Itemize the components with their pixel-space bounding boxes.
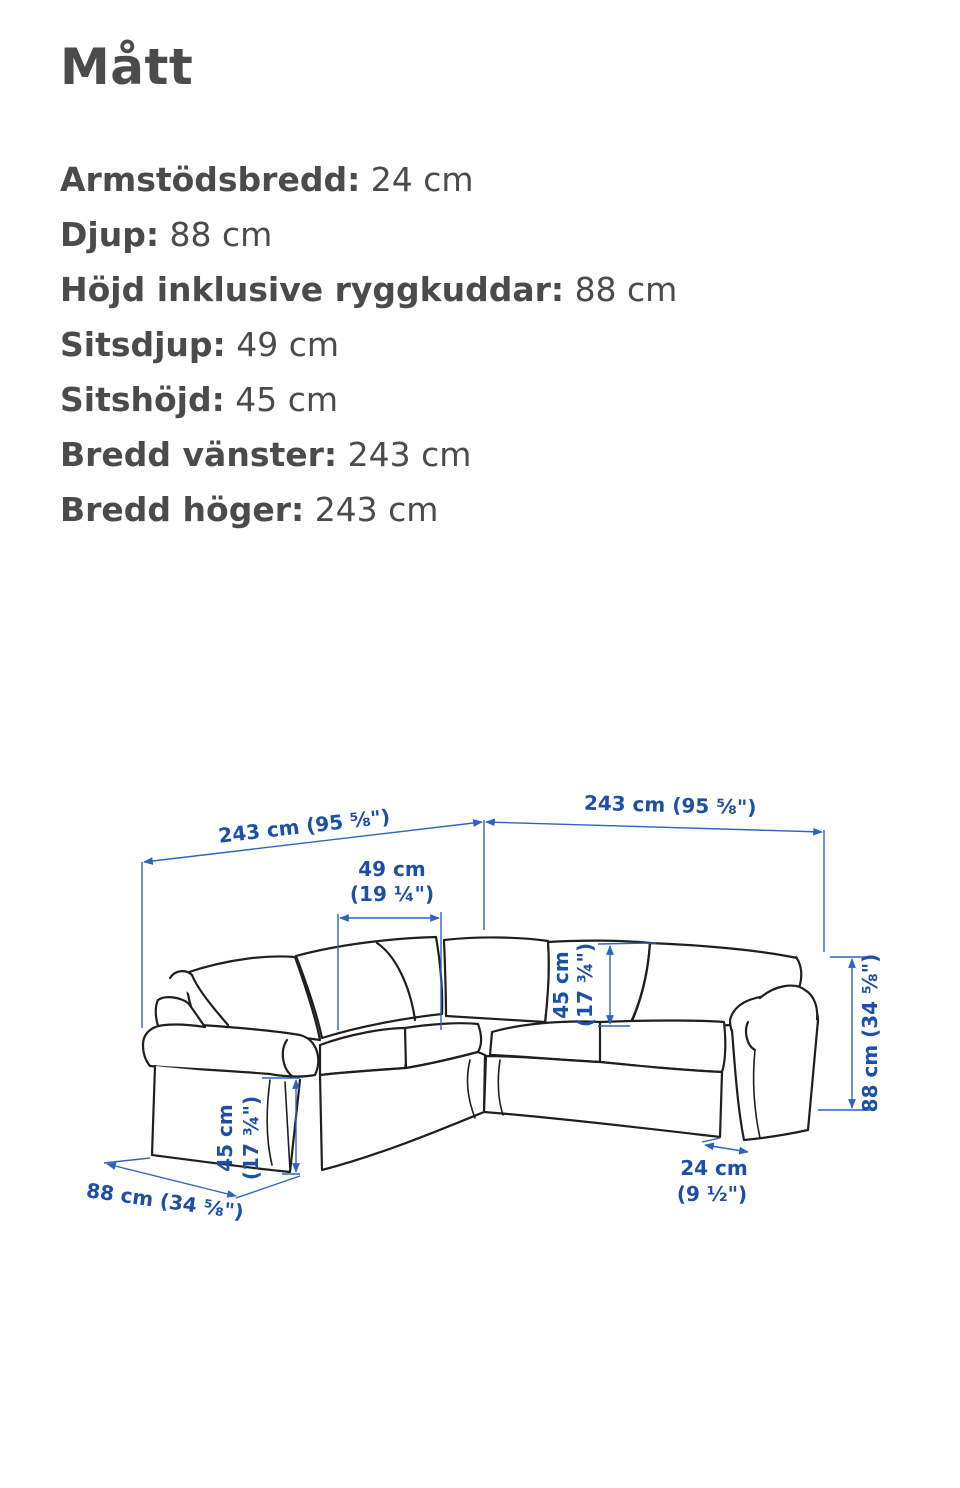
armrest-in-label: (9 ½")	[676, 1182, 748, 1206]
seat-depth-cm-label: 49 cm	[358, 857, 426, 881]
seat-height-front-in-label: (17 ¾")	[239, 1095, 263, 1181]
extension-line	[598, 943, 656, 944]
spec-value: 49 cm	[236, 325, 340, 364]
sofa-diagram-svg	[0, 760, 960, 1280]
spec-width-left	[60, 427, 677, 482]
height-label: 88 cm (34 ⅝")	[858, 953, 882, 1113]
spec-label: Sitsdjup:	[60, 325, 226, 364]
width-right-arrow	[486, 822, 822, 832]
spec-depth	[60, 207, 677, 262]
sofa-dimension-diagram	[0, 760, 960, 1280]
dimension-spec-list	[60, 152, 677, 537]
spec-label: Bredd vänster:	[60, 435, 338, 474]
extension-line	[104, 1158, 150, 1163]
spec-seat-height	[60, 372, 677, 427]
spec-label: Bredd höger:	[60, 490, 305, 529]
page-title: Mått	[60, 38, 194, 96]
spec-label: Sitshöjd:	[60, 380, 225, 419]
spec-label: Höjd inklusive ryggkuddar:	[60, 270, 565, 309]
extension-line	[702, 1138, 720, 1142]
seat-height-in-label: (17 ¾")	[573, 942, 597, 1028]
spec-label: Armstödsbredd:	[60, 160, 361, 199]
spec-value: 88 cm	[169, 215, 273, 254]
width-left-label: 243 cm (95 ⅝")	[217, 804, 392, 848]
spec-value: 243 cm	[314, 490, 439, 529]
seat-height-cm-label: 45 cm	[549, 951, 573, 1019]
spec-width-right	[60, 482, 677, 537]
armrest-width-arrow	[705, 1145, 748, 1152]
spec-value: 88 cm	[574, 270, 678, 309]
depth-label: 88 cm (34 ⅝")	[84, 1178, 246, 1224]
armrest-cm-label: 24 cm	[680, 1156, 748, 1180]
spec-value: 24 cm	[370, 160, 474, 199]
seat-height-front-cm-label: 45 cm	[213, 1104, 237, 1172]
width-right-label: 243 cm (95 ⅝")	[583, 790, 757, 820]
spec-value: 45 cm	[235, 380, 339, 419]
spec-height-with-cushions	[60, 262, 677, 317]
spec-label: Djup:	[60, 215, 160, 254]
seat-depth-in-label: (19 ¼")	[349, 882, 435, 906]
spec-value: 243 cm	[347, 435, 472, 474]
spec-armrest-width	[60, 152, 677, 207]
spec-seat-depth	[60, 317, 677, 372]
